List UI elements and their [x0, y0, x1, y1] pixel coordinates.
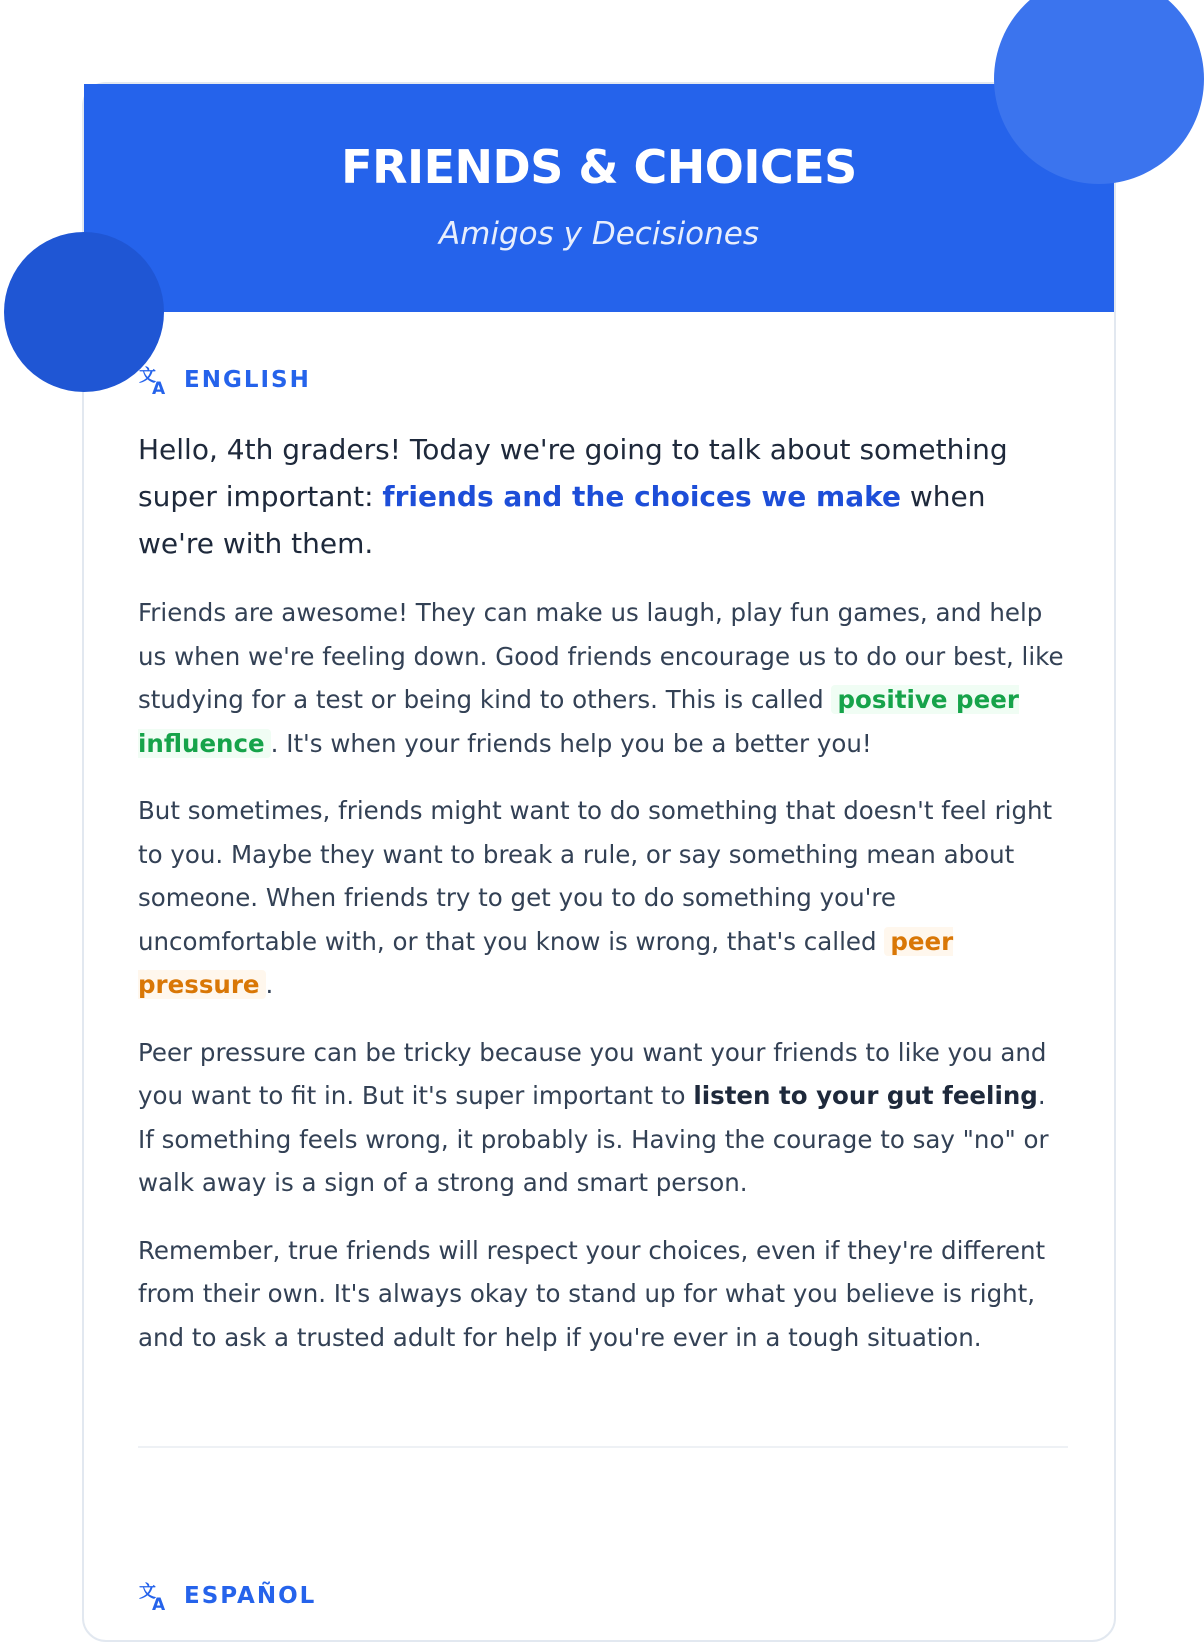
language-label-spanish: [138, 1580, 317, 1615]
language-label-text: ENGLISH: [184, 367, 311, 393]
svg-text:A: A: [152, 379, 166, 399]
paragraph-text: . It's when your friends help you be a better you!: [270, 728, 872, 758]
paragraph-text: Peer pressure can be tricky because you want your friends to like you and you want to fit in. But it's super important to: [138, 1037, 1047, 1110]
peer-pressure-highlight: peer pressure: [138, 926, 954, 999]
lesson-subtitle: Amigos y Decisiones: [438, 216, 760, 252]
paragraph-text: . If something feels wrong, it probably is. Having the courage to say "no" or walk away is a sign of a strong and smart person.: [138, 1081, 1049, 1197]
svg-text:文: 文: [139, 366, 156, 386]
paragraph-text: .: [265, 970, 274, 999]
language-label-english: [138, 364, 1068, 399]
lesson-card: [82, 82, 1116, 1642]
paragraph-text: But sometimes, friends might want to do something that doesn't feel right to you. Maybe they want to break a rule, or say something mean about someone. When friends try to get you to do something you're uncomfortable with, or that you know is wrong, that's called: [138, 796, 1053, 956]
english-section: [138, 364, 1068, 1359]
translate-icon: [138, 1580, 170, 1615]
section-divider: [138, 1446, 1068, 1448]
intro-text: Hello, 4th graders! Today we're going to talk about something super important:: [138, 433, 1008, 513]
intro-text-end: when we're with them.: [138, 480, 986, 560]
paragraph-positive-influence: [138, 591, 1068, 765]
paragraph-peer-pressure: [138, 789, 1068, 1007]
gut-feeling-emphasis: listen to your gut feeling: [693, 1081, 1038, 1110]
svg-text:文: 文: [139, 1582, 156, 1602]
svg-text:A: A: [152, 1595, 166, 1615]
lesson-title: FRIENDS & CHOICES: [341, 140, 857, 194]
paragraph-text: Friends are awesome! They can make us laugh, play fun games, and help us when we're feeling down. Good friends encourage us to do our best, like studying for a test or being kind to others. This is called: [138, 598, 1064, 714]
lesson-header: [84, 84, 1114, 312]
intro-paragraph: [138, 426, 1068, 567]
paragraph-true-friends: Remember, true friends will respect your choices, even if they're different from their own. It's always okay to stand up for what you believe is right, and to ask a trusted adult for help if you're ever in a tough situation.: [138, 1235, 1046, 1352]
positive-peer-influence-highlight: positive peer influence: [138, 685, 1019, 758]
intro-emphasis: friends and the choices we make: [382, 480, 901, 513]
language-label-text: ESPAÑOL: [184, 1583, 317, 1609]
translate-icon: [138, 364, 170, 399]
paragraph-gut-feeling: [138, 1031, 1068, 1205]
